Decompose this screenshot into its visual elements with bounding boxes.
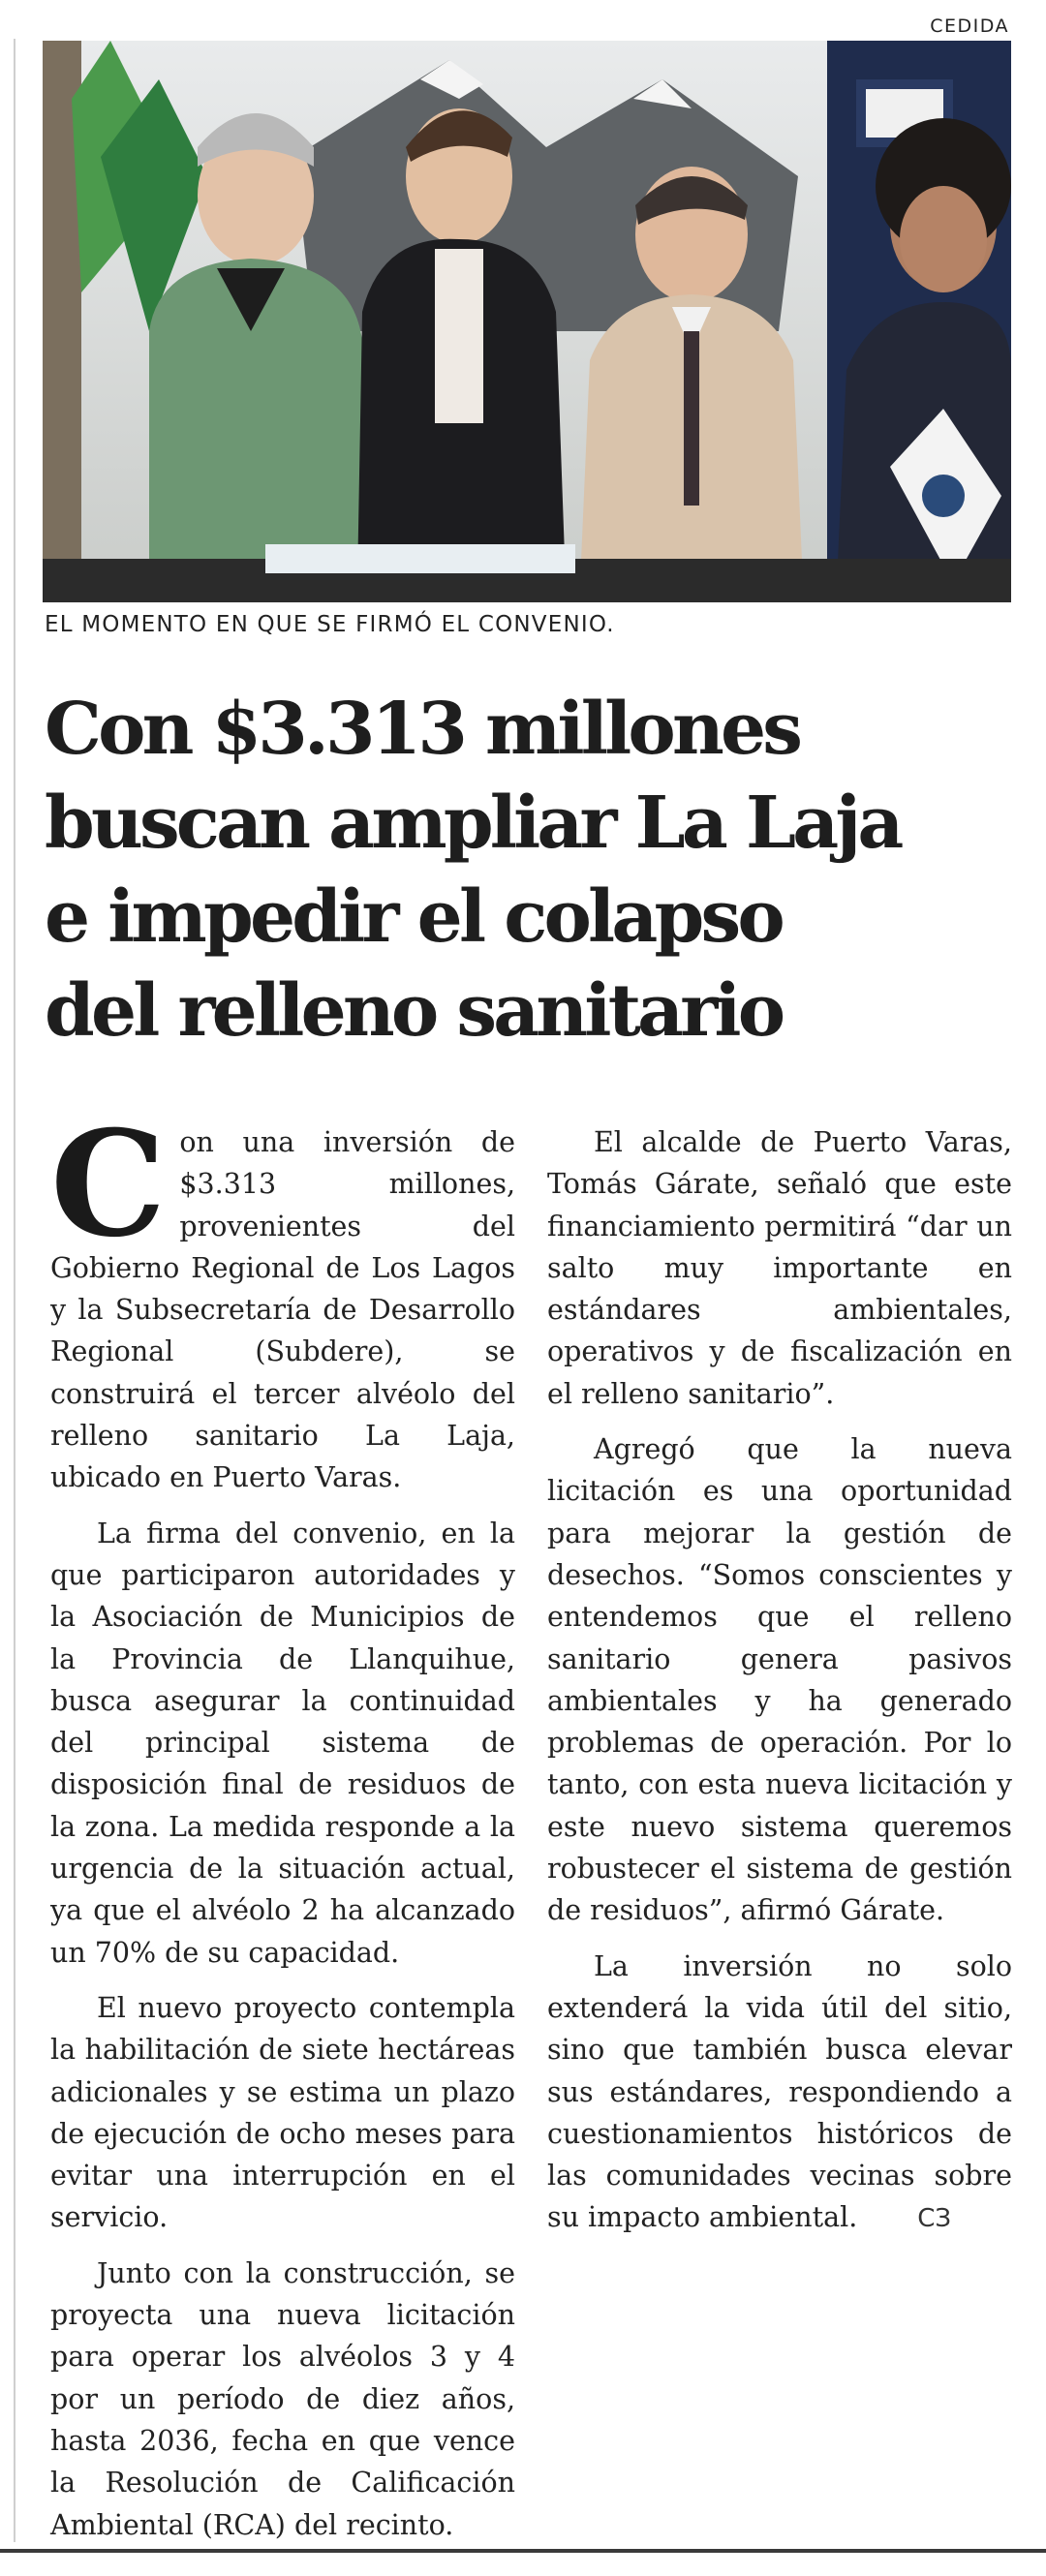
headline-line-2: buscan ampliar La Laja xyxy=(45,782,901,865)
end-of-article-icon: CЗ xyxy=(917,2204,952,2234)
column-rule xyxy=(14,39,15,2542)
article-paragraph-4: Junto con la construcción, se proyecta una nueva licitación para operar los alvéolos 3 y 4 por un período de diez años, hasta 2036, fecha en que vence la Resolución de Calificación Ambiental (RCA) del recinto. xyxy=(50,2256,515,2541)
photo-caption: EL MOMENTO EN QUE SE FIRMÓ EL CONVENIO. xyxy=(45,612,615,637)
article-paragraph-6: Agregó que la nueva licitación es una oportunidad para mejorar la gestión de desechos. “Somos conscientes y entendemos que el relleno sanitario genera pasivos ambientales y ha generado problemas de operación. Por lo tanto, con esta nueva licitación y este nuevo sistema queremos robustecer el sistema de gestión de residuos”, afirmó Gárate. xyxy=(547,1433,1012,1927)
paragraph-1-text: on una inversión de $3.313 millones, provenientes del Gobierno Regional de Los Lagos y la Subsecretaría de Desarrollo Regional (Subdere), se construirá el tercer alvéolo del relleno sanitario La Laja, ubicado en Puerto Varas. xyxy=(50,1126,515,1494)
convenio-signing-photo xyxy=(43,41,1011,602)
article-paragraph-3: El nuevo proyecto contempla la habilitación de siete hectáreas adicionales y se estima un plazo de ejecución de ocho meses para evitar una interrupción en el servicio. xyxy=(50,1991,515,2234)
article-photo xyxy=(43,41,1011,602)
headline-line-3: e impedir el colapso xyxy=(45,875,782,959)
headline-line-4: del relleno sanitario xyxy=(45,969,783,1053)
drop-cap: C xyxy=(50,1099,167,1270)
headline-line-1: Con $3.313 millones xyxy=(45,688,800,771)
paragraph-7-text: La inversión no solo extenderá la vida útil del sitio, sino que también busca elevar sus estándares, respondiendo a cuestionamientos históricos de las comunidades vecinas sobre su impacto ambiental. xyxy=(547,1949,1012,2234)
photo-credit: CEDIDA xyxy=(930,15,1009,37)
headline xyxy=(45,683,1013,1058)
article-column-left xyxy=(50,1099,515,2546)
article-paragraph-2: La firma del convenio, en la que participaron autoridades y la Asociación de Municipios de la Provincia de Llanquihue, busca asegurar la continuidad del principal sistema de disposición final de residuos de la zona. La medida responde a la urgencia de la situación actual, ya que el alvéolo 2 ha alcanzado un 70% de su capacidad. xyxy=(50,1517,515,1969)
bottom-rule xyxy=(0,2549,1046,2553)
article-column-right xyxy=(547,1121,1012,2241)
article-paragraph-1 xyxy=(50,1099,515,1499)
article-paragraph-5: El alcalde de Puerto Varas, Tomás Gárate, señaló que este financiamiento permitirá “dar un salto muy importante en estándares ambientales, operativos y de fiscalización en el relleno sanitario”. xyxy=(547,1126,1012,1410)
article-paragraph-7 xyxy=(547,1946,1012,2241)
